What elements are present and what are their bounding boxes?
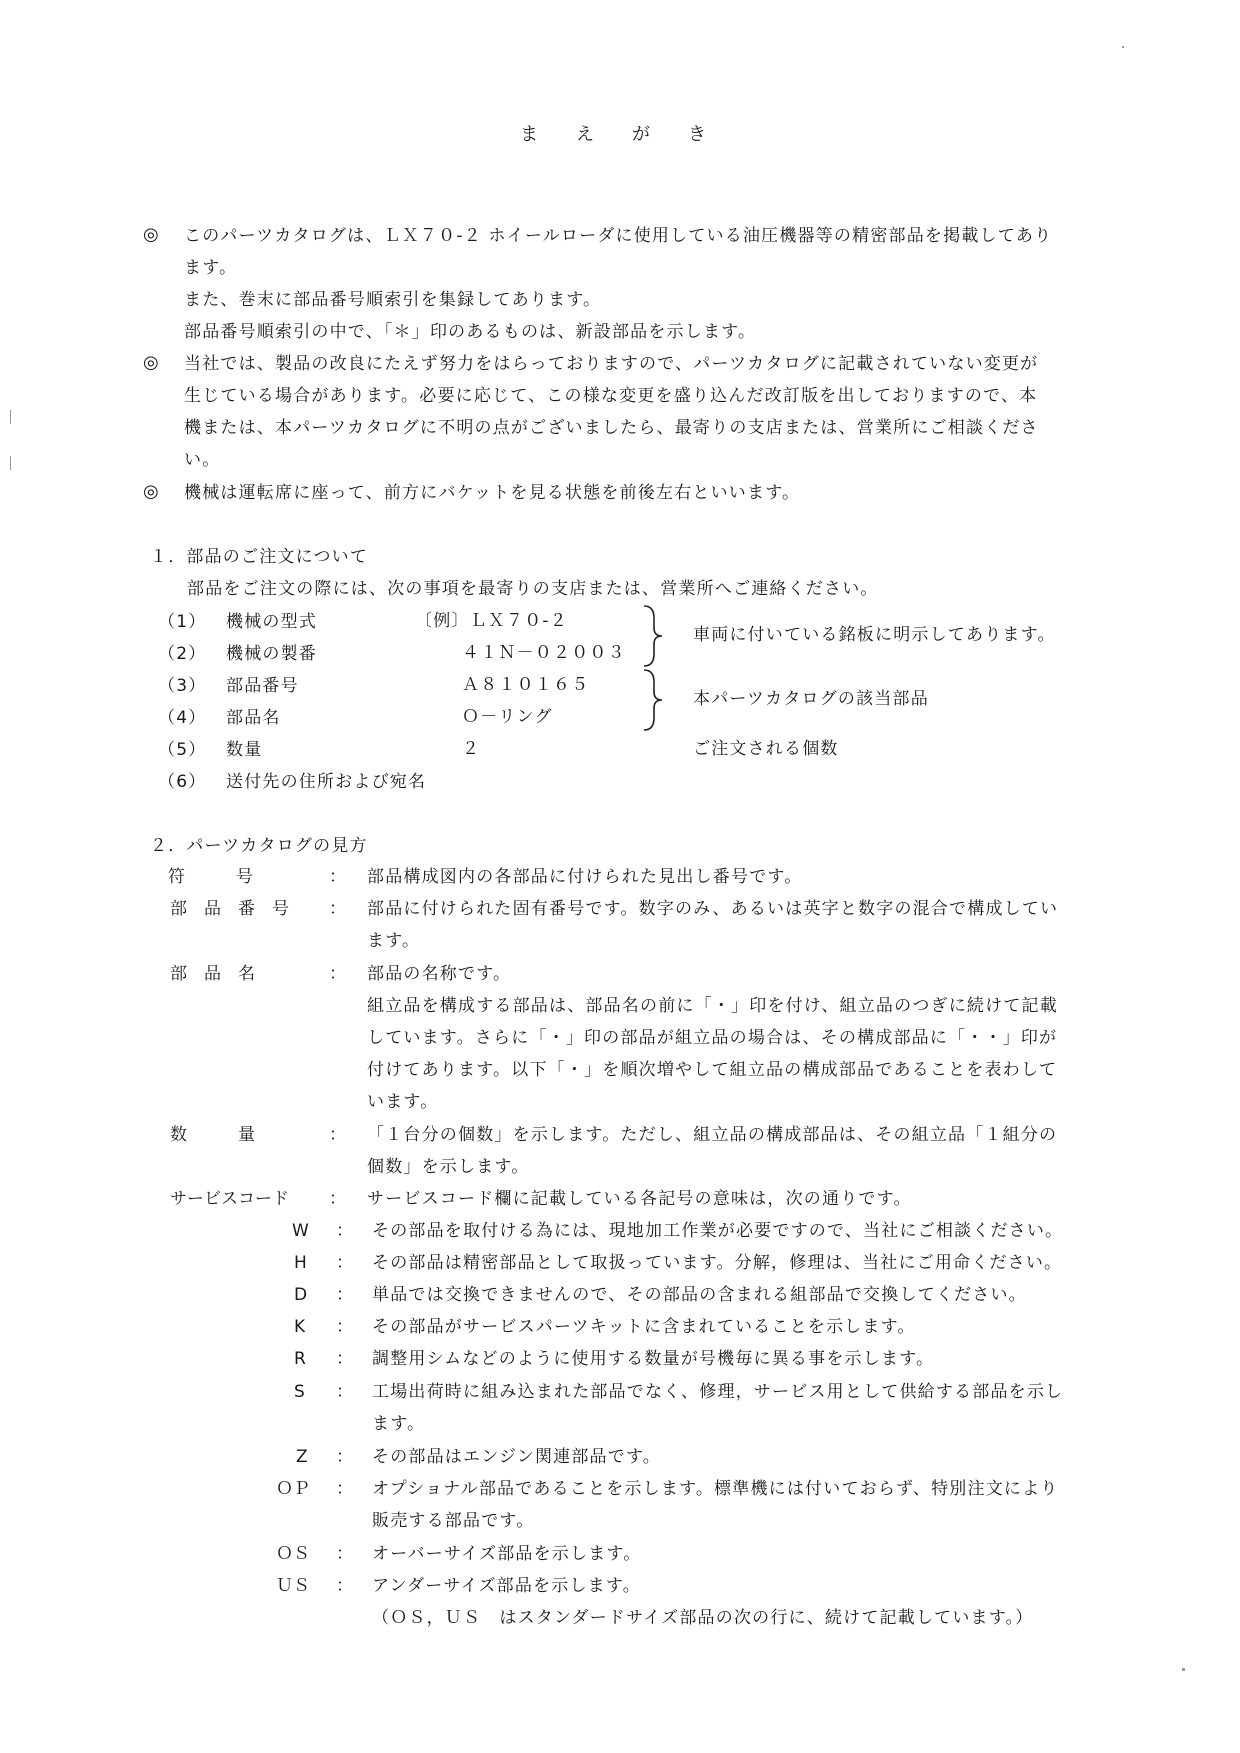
term-desc: しています。さらに「・」印の部品が組立品の場合は、その構成部品に「・・」印が [367, 1028, 1058, 1048]
scan-mark [1122, 46, 1124, 48]
preface-p2-line3: 機または、本パーツカタログに不明の点がございましたら、最寄りの支店または、営業所にご相談くださ [184, 418, 1039, 438]
service-code: R [294, 1349, 306, 1369]
section1-heading: １．部品のご注文について [150, 547, 369, 567]
service-code-desc: アンダーサイズ部品を示します。 [372, 1576, 641, 1596]
preface-p2-line4: い。 [184, 450, 221, 470]
order-item-label: 機械の型式 [226, 612, 317, 632]
colon: ： [336, 1544, 355, 1564]
order-item-no: （4） [158, 708, 207, 728]
order-note-catalog: 本パーツカタログの該当部品 [693, 689, 929, 709]
service-code-desc: その部品は精密部品として取扱っています。分解，修理は、当社にご用命ください。 [372, 1253, 1063, 1273]
order-item-value: 〔例〕ＬＸ７０-２ [415, 611, 568, 631]
order-note-nameplate: 車両に付いている銘板に明示してあります。 [693, 625, 1056, 645]
scan-mark [10, 410, 11, 424]
service-code-desc: 単品では交換できませんので、その部品の含まれる組部品で交換してください。 [372, 1285, 1027, 1305]
order-item-label: 数量 [226, 740, 263, 760]
preface-p1-line1: このパーツカタログは、ＬＸ７０-２ ホイールローダに使用している油圧機器等の精密部品を掲載してあり [184, 226, 1053, 246]
service-code: W [292, 1221, 309, 1241]
order-item-value: Ａ８１０１６５ [462, 675, 590, 695]
order-item-value: ４１Ｎ－０２００３ [462, 643, 626, 663]
section1-intro: 部品をご注文の際には、次の事項を最寄りの支店または、営業所へご連絡ください。 [187, 579, 879, 599]
colon: ： [336, 1349, 355, 1369]
colon: ： [336, 1447, 355, 1467]
order-item-value: ２ [462, 739, 481, 759]
order-item-no: （2） [158, 644, 207, 664]
page-title: ま え が き [520, 124, 706, 145]
service-code: Z [296, 1447, 308, 1467]
colon: ： [336, 1576, 355, 1596]
term-label: 符 号 [168, 867, 253, 887]
footnote: （ＯＳ，ＵＳ はスタンダードサイズ部品の次の行に、続けて記載しています。） [372, 1608, 1034, 1628]
term-desc: 個数」を示します。 [367, 1157, 530, 1177]
term-label: 部 品 名 [170, 964, 255, 984]
order-item-label: 送付先の住所および宛名 [226, 772, 427, 792]
preface-p2-line1: 当社では、製品の改良にたえず努力をはらっておりますので、パーツカタログに記載されていない変更が [184, 354, 1039, 374]
colon: ： [336, 1317, 355, 1337]
order-item-label: 機械の製番 [226, 644, 317, 664]
section2-heading: ２．パーツカタログの見方 [150, 836, 368, 856]
service-code-desc: 調整用シムなどのように使用する数量が号機毎に異る事を示します。 [372, 1349, 935, 1369]
order-item-no: （6） [158, 772, 207, 792]
preface-p3-line1: 機械は運転席に座って、前方にバケットを見る状態を前後左右といいます。 [184, 483, 801, 503]
order-item-value: Ｏ－リング [462, 707, 553, 727]
order-item-no: （5） [158, 740, 207, 760]
service-code-desc: オーバーサイズ部品を示します。 [372, 1544, 642, 1564]
colon: ： [336, 1253, 355, 1273]
service-code: S [294, 1382, 305, 1402]
colon: ： [329, 1189, 348, 1209]
preface-p2-line2: 生じている場合があります。必要に応じて、この様な変更を盛り込んだ改訂版を出しておりますので、本 [184, 386, 1038, 406]
term-desc: ます。 [367, 931, 421, 951]
service-code-desc: その部品がサービスパーツキットに含まれていることを示します。 [372, 1317, 916, 1337]
colon: ： [336, 1221, 355, 1241]
colon: ： [329, 1125, 348, 1145]
order-item-label: 部品名 [226, 708, 281, 728]
bullet-mark: ◎ [143, 352, 160, 373]
brace-bracket [640, 668, 670, 732]
scan-mark [10, 456, 11, 470]
colon: ： [336, 1285, 355, 1305]
service-code-desc: 工場出荷時に組み込まれた部品でなく、修理，サービス用として供給する部品を示し [372, 1382, 1064, 1402]
bullet-mark: ◎ [143, 224, 160, 245]
service-code-desc: オプショナル部品であることを示します。標準機には付いておらず、特別注文により [372, 1479, 1059, 1499]
preface-p1-line3: また、巻末に部品番号順索引を集録してあります。 [184, 290, 602, 310]
service-code: K [294, 1317, 306, 1337]
brace-bracket [640, 604, 670, 668]
service-code: ＵＳ [276, 1576, 310, 1596]
service-code: ＯＳ [276, 1544, 310, 1564]
service-code-desc: ます。 [372, 1414, 426, 1434]
colon: ： [336, 1382, 355, 1402]
order-note-quantity: ご注文される個数 [693, 739, 839, 759]
term-desc: 部品に付けられた固有番号です。数字のみ、あるいは英字と数字の混合で構成してい [367, 899, 1059, 919]
colon: ： [329, 867, 348, 887]
term-desc: 部品の名称です。 [367, 964, 512, 984]
service-code-desc: その部品を取付ける為には、現地加工作業が必要ですので、当社にご相談ください。 [372, 1221, 1064, 1241]
colon: ： [329, 964, 348, 984]
colon: ： [329, 899, 348, 919]
service-code: ＯＰ [276, 1479, 310, 1499]
term-desc: います。 [367, 1092, 439, 1112]
order-item-no: （1） [158, 612, 207, 632]
term-desc: 部品構成図内の各部品に付けられた見出し番号です。 [367, 867, 803, 887]
service-code-desc: その部品はエンジン関連部品です。 [372, 1447, 661, 1467]
service-code-desc: 販売する部品です。 [372, 1511, 535, 1531]
term-desc: 付けてあります。以下「・」を順次増やして組立品の構成部品であることを表わして [367, 1060, 1058, 1080]
preface-p1-line4: 部品番号順索引の中で、「＊」印のあるものは、新設部品を示します。 [184, 322, 757, 342]
term-label: 数 量 [170, 1125, 255, 1145]
service-code: D [294, 1285, 308, 1305]
term-desc: 「１台分の個数」を示します。ただし、組立品の構成部品は、その組立品「１組分の [367, 1125, 1058, 1145]
term-desc: 組立品を構成する部品は、部品名の前に「・」印を付け、組立品のつぎに続けて記載 [367, 996, 1058, 1016]
colon: ： [336, 1479, 355, 1499]
term-label: サービスコード [170, 1189, 289, 1209]
term-label: 部品番号 [170, 899, 306, 919]
service-code: H [294, 1253, 307, 1273]
scan-mark [1182, 1668, 1185, 1671]
term-desc: サービスコード欄に記載している各記号の意味は，次の通りです。 [367, 1189, 912, 1209]
preface-p1-line2: ます。 [184, 258, 238, 278]
order-item-no: （3） [158, 676, 207, 696]
order-item-label: 部品番号 [226, 676, 299, 696]
bullet-mark: ◎ [143, 481, 160, 502]
